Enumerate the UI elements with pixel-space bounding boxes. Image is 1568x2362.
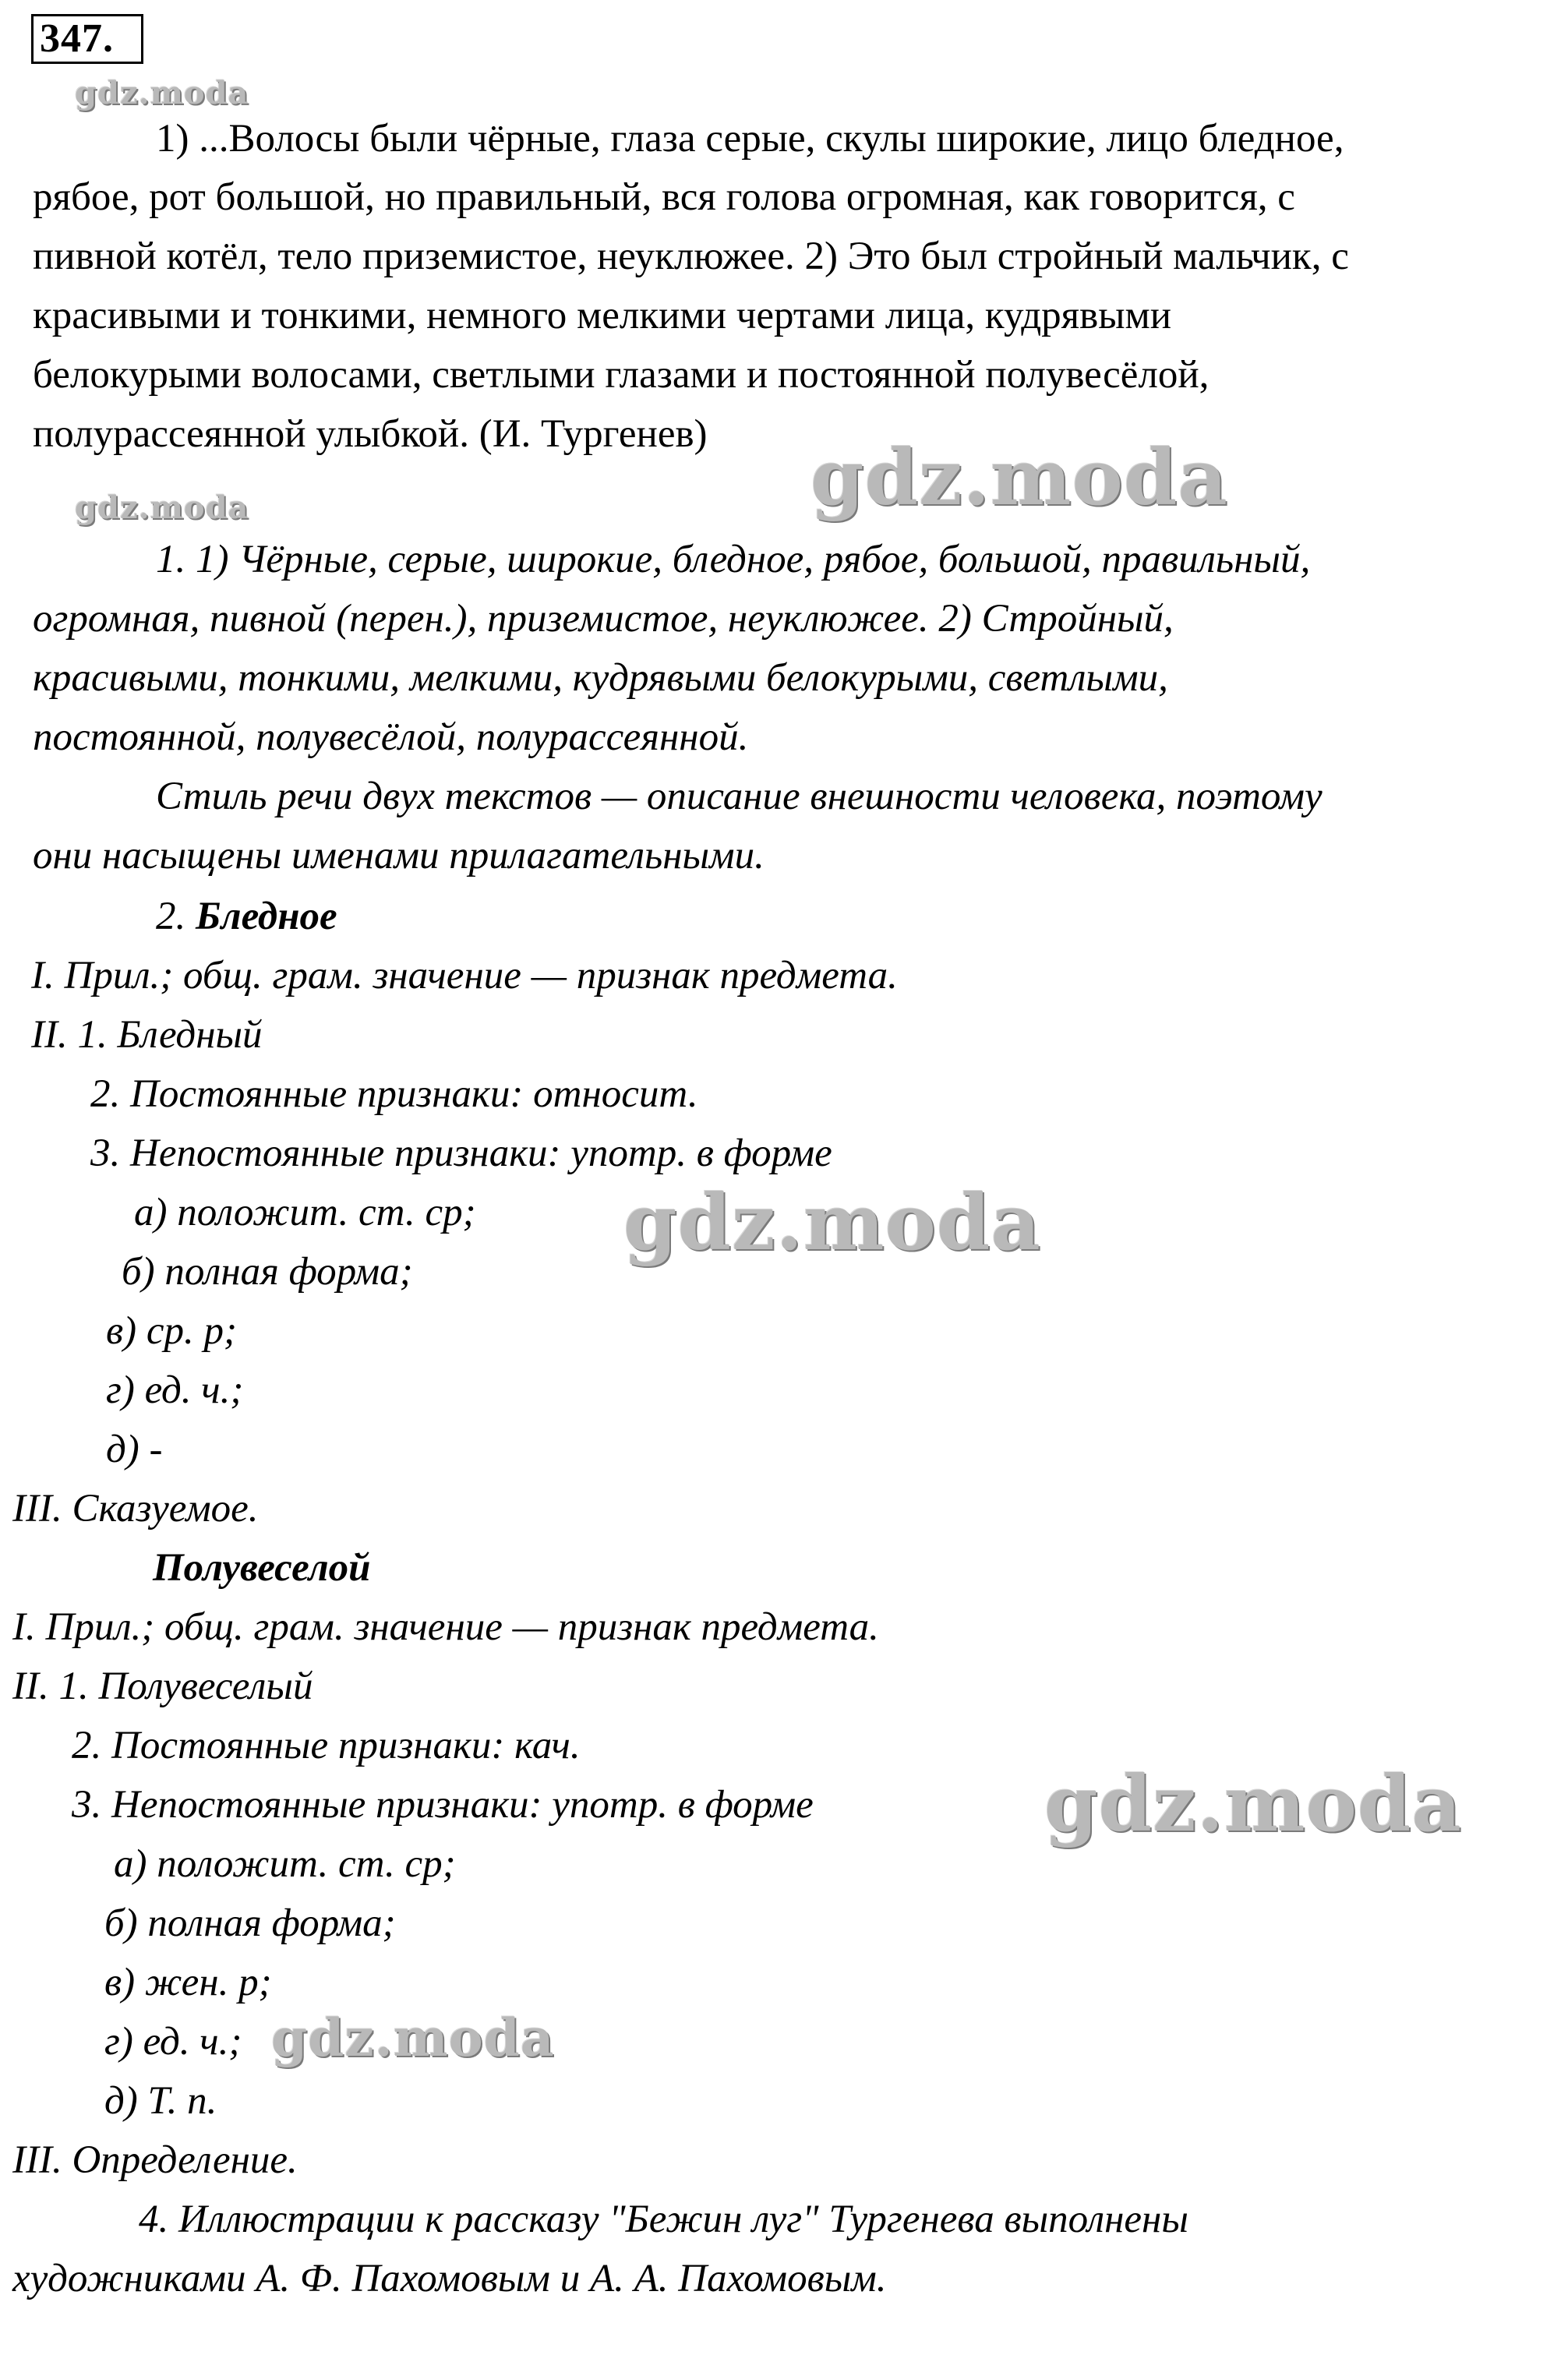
- parse-line: II. 1. Полувеселый: [12, 1665, 313, 1708]
- text-line: 1) ...Волосы были чёрные, глаза серые, скулы широкие, лицо бледное,: [156, 117, 1344, 161]
- parse-line: III. Определение.: [12, 2138, 298, 2182]
- watermark: gdz.moda: [623, 1178, 1041, 1268]
- answer-line: красивыми, тонкими, мелкими, кудрявыми белокурыми, светлыми,: [33, 656, 1168, 700]
- answer-line: Стиль речи двух текстов — описание внешности человека, поэтому: [156, 775, 1323, 818]
- parse-line: б) полная форма;: [122, 1250, 413, 1294]
- text-line: красивыми и тонкими, немного мелкими чертами лица, кудрявыми: [33, 294, 1172, 337]
- text-line: рябое, рот большой, но правильный, вся голова огромная, как говорится, с: [33, 175, 1295, 219]
- parse-line: 2. Постоянные признаки: относит.: [90, 1072, 698, 1116]
- parse-line: в) жен. р;: [104, 1961, 272, 2004]
- answer-line: постоянной, полувесёлой, полурассеянной.: [33, 715, 749, 759]
- task2-heading: [156, 893, 337, 940]
- parse-line: 2. Постоянные признаки: кач.: [72, 1724, 581, 1767]
- watermark: gdz.moda: [810, 433, 1228, 523]
- text-line: полурассеянной улыбкой. (И. Тургенев): [33, 412, 708, 456]
- watermark: gdz.moda: [271, 2007, 555, 2068]
- word2-title: Полувеселой: [153, 1546, 371, 1590]
- parse-line: II. 1. Бледный: [31, 1013, 263, 1057]
- parse-line: г) ед. ч.;: [104, 2020, 242, 2064]
- text-line: белокурыми волосами, светлыми глазами и постоянной полувесёлой,: [33, 353, 1210, 397]
- parse-line: 3. Непостоянные признаки: употр. в форме: [90, 1132, 832, 1175]
- watermark: gdz.moda: [75, 75, 249, 111]
- parse-line: I. Прил.; общ. грам. значение — признак предмета.: [31, 954, 898, 997]
- answer-line: 4. Иллюстрации к рассказу "Бежин луг" Тургенева выполнены: [139, 2198, 1188, 2241]
- task2-number: 2.: [156, 895, 186, 938]
- answer-line: огромная, пивной (перен.), приземистое, неуклюжее. 2) Стройный,: [33, 597, 1174, 641]
- watermark: gdz.moda: [1044, 1760, 1462, 1849]
- parse-line: г) ед. ч.;: [106, 1368, 244, 1412]
- answer-line: художниками А. Ф. Пахомовым и А. А. Пахомовым.: [12, 2257, 887, 2300]
- exercise-number: 347.: [31, 14, 143, 64]
- parse-line: б) полная форма;: [104, 1901, 396, 1945]
- word1-title: Бледное: [196, 895, 337, 938]
- answer-line: они насыщены именами прилагательными.: [33, 834, 765, 877]
- answer-line: 1. 1) Чёрные, серые, широкие, бледное, рябое, большой, правильный,: [156, 538, 1311, 581]
- parse-line: а) положит. ст. ср;: [134, 1191, 476, 1234]
- text-line: пивной котёл, тело приземистое, неуклюжее. 2) Это был стройный мальчик, с: [33, 235, 1349, 278]
- parse-line: I. Прил.; общ. грам. значение — признак предмета.: [12, 1605, 879, 1649]
- parse-line: 3. Непостоянные признаки: употр. в форме: [72, 1783, 814, 1827]
- parse-line: д) -: [106, 1428, 163, 1471]
- parse-line: в) ср. р;: [106, 1309, 237, 1353]
- watermark: gdz.moda: [75, 489, 249, 526]
- parse-line: III. Сказуемое.: [12, 1487, 259, 1531]
- parse-line: д) Т. п.: [104, 2079, 217, 2123]
- parse-line: а) положит. ст. ср;: [114, 1842, 456, 1886]
